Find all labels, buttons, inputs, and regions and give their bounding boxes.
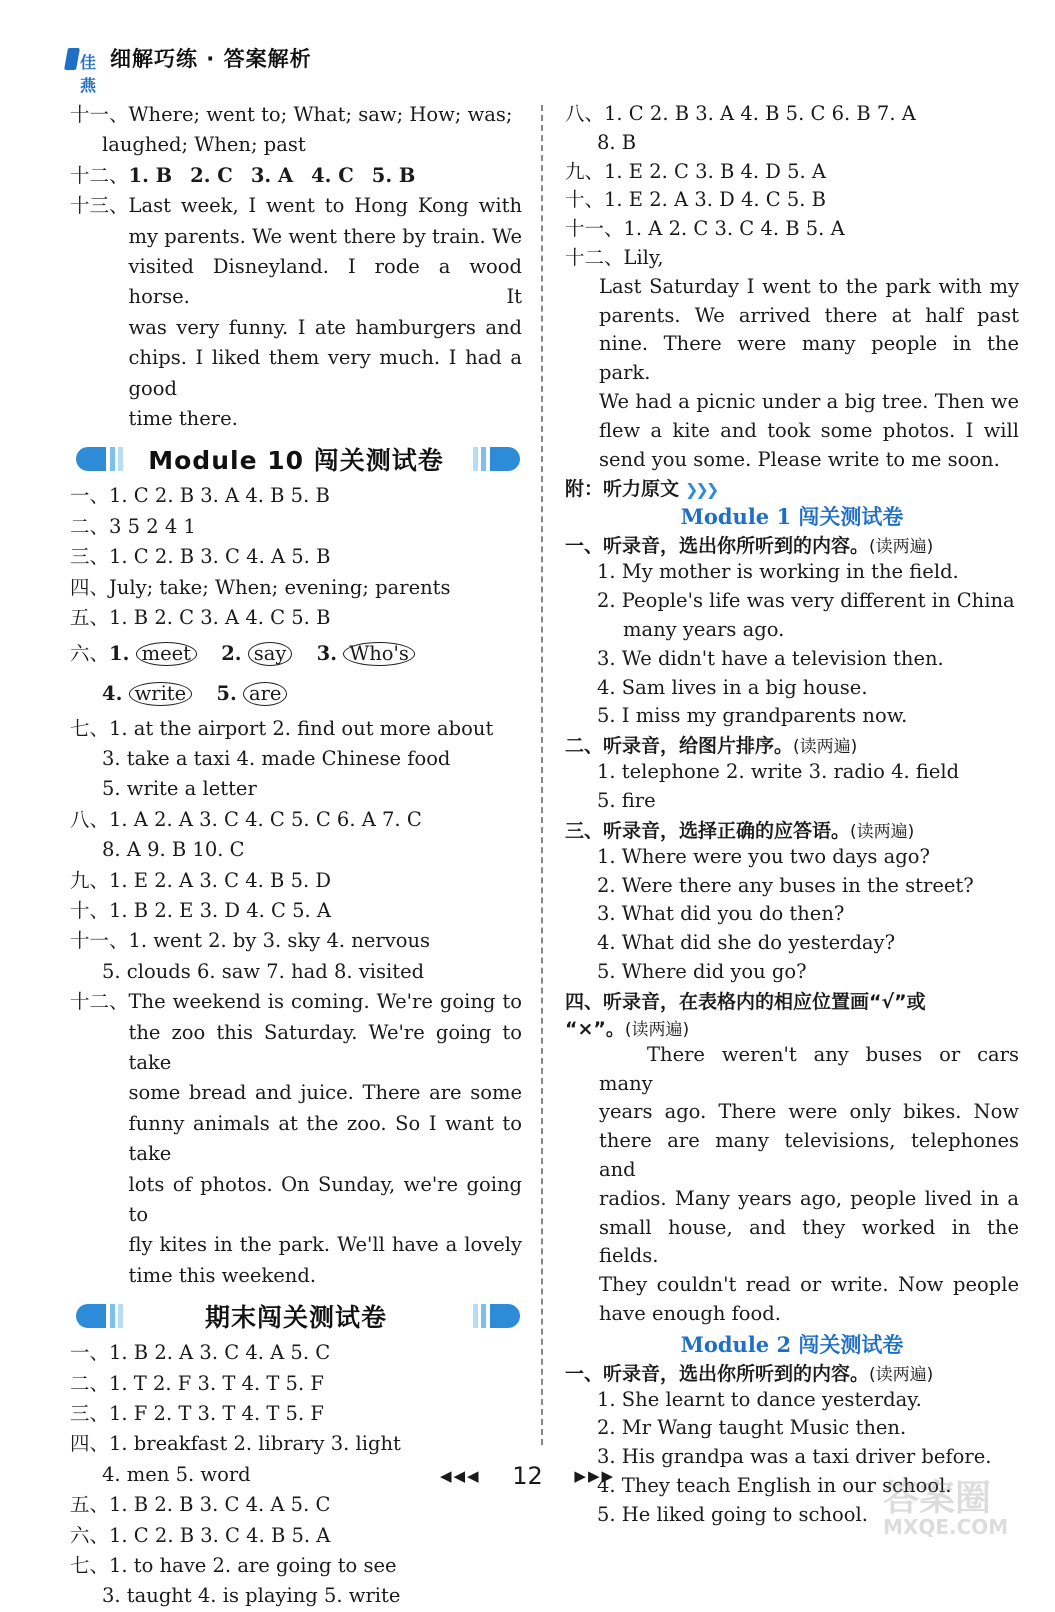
module-title: Module 2 闯关测试卷	[680, 1331, 904, 1357]
question-heading: 一、听录音，选出你所听到的内容。(读两遍)	[565, 535, 934, 558]
script-line: 4. They teach English in our school.	[597, 1474, 952, 1498]
answer-row: 八、1. C 2. B 3. A 4. B 5. C 6. B 7. A	[565, 102, 916, 125]
answer-row: 5. clouds 6. saw 7. had 8. visited	[102, 959, 425, 983]
essay-answer: 十三、 Last week, I went to Hong Kong with my parents. We went there by train. We visited Disneyland. I rode a wood horse. It was very funny. I ate hamburgers and chips. I liked them very much. I had a good time there.	[70, 194, 522, 431]
question-heading: 二、听录音，给图片排序。(读两遍)	[565, 735, 858, 758]
answer-row: 十一、1. A 2. C 3. C 4. B 5. A	[565, 217, 845, 241]
answer-row: 六、1. C 2. B 3. C 4. B 5. A	[70, 1523, 331, 1547]
answer-row: 四、1. breakfast 2. library 3. light	[70, 1432, 401, 1456]
prev-arrows-icon: ◀◀◀	[439, 1467, 481, 1485]
question-heading: 一、听录音，选出你所听到的内容。(读两遍)	[565, 1362, 934, 1385]
essay-answer: 十二、 The weekend is coming. We're going to the zoo this Saturday. We're going to take some bread and juice. There are some funny animals at the zoo. So I want to take lots of photos. On Sunday, we're going to fly kites in the park. We'll have a lovely time this weekend.	[70, 990, 522, 1287]
answer-row: 十二、Lily,	[565, 245, 664, 269]
script-line: 5. Where did you go?	[597, 959, 807, 983]
script-line: 2. Mr Wang taught Music then.	[597, 1416, 907, 1440]
script-line: 1. telephone 2. write 3. radio 4. field	[597, 760, 960, 784]
page-header	[66, 40, 312, 95]
answer-row: 五、1. B 2. C 3. A 4. C 5. B	[70, 606, 331, 630]
answer-row: 二、3 5 2 4 1	[70, 514, 196, 538]
brand-logo: 佳燕	[66, 44, 100, 72]
script-line: 4. Sam lives in a big house.	[597, 675, 868, 699]
question-heading: 四、听录音，在表格内的相应位置画“√”或	[565, 990, 926, 1013]
script-line: 5. fire	[597, 788, 656, 812]
answer-row: 十、1. E 2. A 3. D 4. C 5. B	[565, 188, 827, 212]
answer-row: 4. write 5. are	[70, 674, 522, 714]
script-line: 4. What did she do yesterday?	[597, 931, 896, 955]
left-column	[70, 100, 522, 1612]
letter-answer: Last Saturday I went to the park with my parents. We arrived there at half past nine. There were many people in the park. We had a picnic under a big tree. Then we flew a kite and took some photos. I will send you some. Please write to me soon.	[599, 274, 1019, 471]
script-line: 1. My mother is working in the field.	[597, 560, 959, 584]
answer-row: 二、1. T 2. F 3. T 4. T 5. F	[70, 1371, 324, 1395]
watermark-logo: 答案圈 MXQE.COM	[883, 1478, 1009, 1539]
script-line: 3. We didn't have a television then.	[597, 646, 944, 670]
answer-row: laughed; When; past	[102, 133, 306, 157]
circled-word: meet	[136, 642, 197, 666]
answer-row: 3. take a taxi 4. made Chinese food	[102, 746, 451, 770]
script-line: 3. What did you do then?	[597, 902, 845, 926]
script-line: 5. I miss my grandparents now.	[597, 704, 908, 728]
script-line: many years ago.	[623, 617, 785, 641]
answer-row: 一、1. B 2. A 3. C 4. A 5. C	[70, 1341, 331, 1365]
circled-word: Who's	[343, 642, 415, 666]
answer-row: 五、1. B 2. B 3. C 4. A 5. C	[70, 1493, 331, 1517]
answer-row: 七、1. to have 2. are going to see	[70, 1554, 397, 1578]
answer-row: 八、1. A 2. A 3. C 4. C 5. C 6. A 7. C	[70, 807, 422, 831]
circled-word: are	[243, 682, 288, 706]
answer-row: 5. write a letter	[102, 777, 257, 801]
script-line: 2. People's life was very different in China	[597, 589, 1015, 613]
question-heading: “×”。(读两遍)	[565, 1017, 690, 1040]
column-divider	[541, 105, 543, 1445]
answer-row: 六、1. meet 2. say 3. Who's	[70, 634, 522, 674]
script-paragraph: There weren't any buses or cars many years ago. There were only bikes. Now there are many televisions, telephones and radios. Many years ago, people lived in a small house, and they worked in the fields. They couldn't read or write. Now people have enough food.	[599, 1042, 1019, 1325]
right-column	[565, 100, 1019, 1530]
answer-row: 8. B	[597, 130, 637, 154]
answer-row: 3. taught 4. is playing 5. write	[102, 1584, 401, 1608]
next-arrows-icon: ▶▶▶	[574, 1467, 616, 1485]
answer-row: 4. men 5. word	[102, 1462, 251, 1486]
header-title: 细解巧练 · 答案解析	[110, 47, 312, 71]
answer-row: 九、1. E 2. C 3. B 4. D 5. A	[565, 159, 827, 183]
answer-row: 一、1. C 2. B 3. A 4. B 5. B	[70, 484, 330, 508]
answer-row: 四、July; take; When; evening; parents	[70, 575, 451, 599]
answer-row: 8. A 9. B 10. C	[102, 838, 245, 862]
answer-row: 十一、1. went 2. by 3. sky 4. nervous	[70, 929, 431, 953]
chevron-right-icon: ❯❯❯	[685, 480, 717, 500]
answer-row: 七、1. at the airport 2. find out more about	[70, 716, 494, 740]
script-line: 5. He liked going to school.	[597, 1502, 868, 1526]
appendix-heading: 附：听力原文 ❯❯❯	[565, 478, 717, 501]
answer-row: 三、1. C 2. B 3. C 4. A 5. B	[70, 545, 331, 569]
answer-row: 十二、1. B 2. C 3. A 4. C 5. B	[70, 163, 416, 187]
page-number: 12	[512, 1462, 543, 1490]
answer-row: 三、1. F 2. T 3. T 4. T 5. F	[70, 1402, 324, 1426]
circled-word: write	[129, 682, 193, 706]
question-heading: 三、听录音，选择正确的应答语。(读两遍)	[565, 819, 915, 842]
script-line: 1. She learnt to dance yesterday.	[597, 1387, 922, 1411]
script-line: 3. His grandpa was a taxi driver before.	[597, 1445, 992, 1469]
section-banner: Module 10 闯关测试卷	[70, 437, 522, 481]
answer-row: 十一、Where; went to; What; saw; How; was;	[70, 103, 513, 126]
script-line: 2. Were there any buses in the street?	[597, 873, 974, 897]
answer-row: 九、1. E 2. A 3. C 4. B 5. D	[70, 868, 332, 892]
script-line: 1. Where were you two days ago?	[597, 844, 930, 868]
section-banner: 期末闯关测试卷	[70, 1294, 522, 1338]
circled-word: say	[248, 642, 293, 666]
module-title: Module 1 闯关测试卷	[680, 504, 904, 530]
answer-row: 十、1. B 2. E 3. D 4. C 5. A	[70, 898, 332, 922]
